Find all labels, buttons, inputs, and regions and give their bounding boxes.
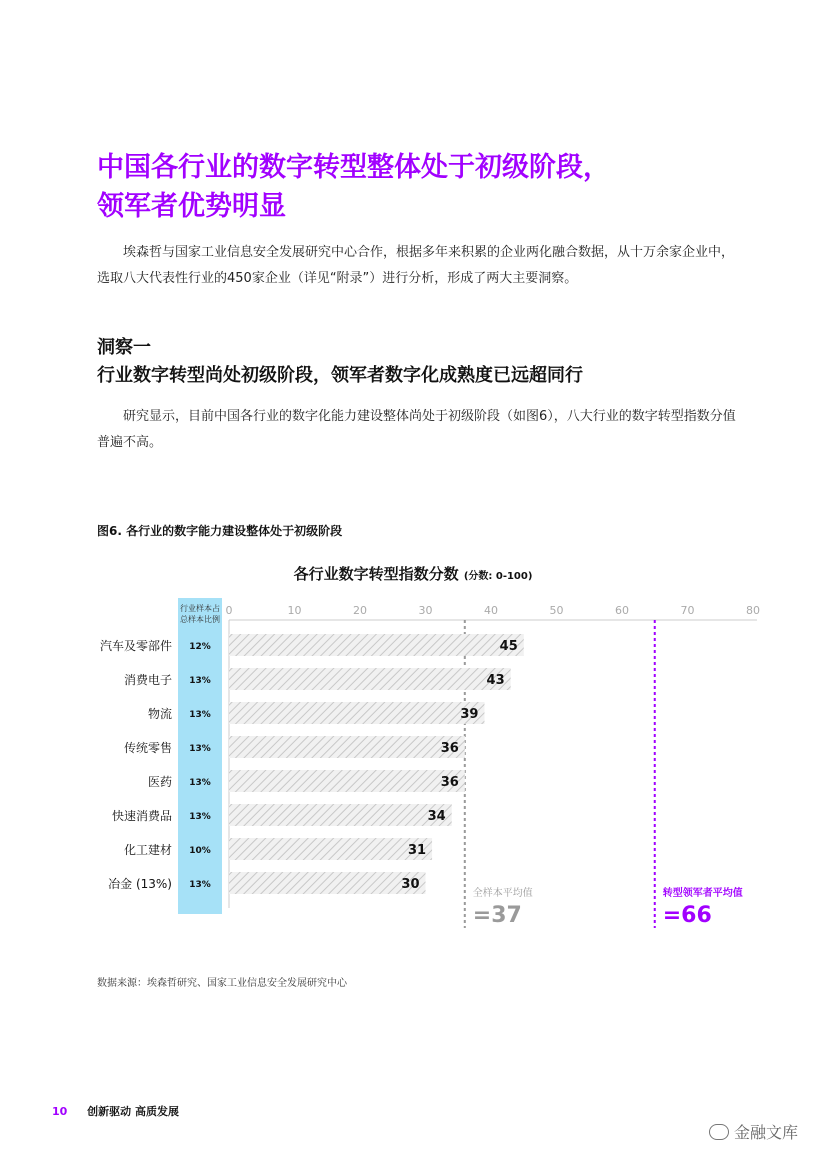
category-label-4: 传统零售 [123,741,172,755]
figure-title: 图6. 各行业的数字能力建设整体处于初级阶段 [97,524,343,538]
tick-label-40: 40 [484,604,498,617]
bar-value-5: 36 [440,775,459,790]
insight-title: 行业数字转型尚处初级阶段，领军者数字化成熟度已远超同行 [97,365,583,386]
sample-share-3: 13% [189,710,211,720]
bar-value-7: 31 [407,843,427,858]
category-label-7: 化工建材 [123,843,172,857]
bar-value-3: 39 [460,707,479,722]
sample-share-2: 13% [189,676,211,686]
page-number: 10 [52,1105,68,1118]
bar-value-4: 36 [440,741,459,756]
heading-line-2: 领军者优势明显 [97,191,286,222]
reference-label-2: 转型领军者平均值 [662,888,743,899]
bar-7 [229,838,432,860]
sample-share-8: 13% [189,880,211,890]
watermark-text: 金融文库 [733,1123,798,1142]
tick-label-20: 20 [353,604,367,617]
bar-value-2: 43 [486,673,505,688]
category-label-1: 汽车及零部件 [99,639,172,653]
bar-6 [229,804,452,826]
sample-share-6: 13% [189,812,211,822]
insight-label: 洞察一 [97,337,151,358]
reference-label-1: 全样本平均值 [472,888,533,899]
chart-title-unit: (分数: 0-100) [463,571,533,582]
category-label-8: 冶金 (13%) [108,877,172,891]
sample-share-header-1: 行业样本占 [180,604,220,613]
sample-share-header-2: 总样本比例 [180,615,220,624]
bar-value-8: 30 [401,877,420,892]
category-label-6: 快速消费品 [111,809,172,823]
sample-share-5: 13% [189,778,211,788]
reference-value-1: =37 [472,903,522,928]
bar-value-6: 34 [427,809,446,824]
tick-label-70: 70 [680,604,695,617]
watermark [709,1120,798,1143]
sample-share-4: 13% [189,744,211,754]
chart-title-text: 各行业数字转型指数分数 [293,565,459,583]
page-footer [52,1103,179,1119]
insight-paragraph: 研究显示，目前中国各行业的数字化能力建设整体尚处于初级阶段（如图6），八大行业的数字转型指数分值普遍不高。 [97,409,736,450]
tick-label-0: 0 [225,604,233,617]
category-label-3: 物流 [147,707,172,721]
intro-paragraph: 埃森哲与国家工业信息安全发展研究中心合作，根据多年来积累的企业两化融合数据，从十万余家企业中，选取八大代表性行业的450家企业（详见“附录”）进行分析，形成了两大主要洞察。 [97,245,735,286]
bar-5 [229,770,465,792]
category-label-5: 医药 [147,775,172,789]
sample-share-1: 12% [189,642,211,652]
bar-4 [229,736,465,758]
data-source: 数据来源：埃森哲研究、国家工业信息安全发展研究中心 [97,978,347,989]
tick-label-60: 60 [615,604,629,617]
tick-label-80: 80 [746,604,760,617]
tick-label-30: 30 [418,604,433,617]
tick-label-50: 50 [549,604,564,617]
wechat-icon [709,1124,729,1140]
sample-share-7: 10% [189,846,211,856]
reference-value-2: =66 [662,903,712,928]
bar-8 [229,872,426,894]
bar-3 [229,702,484,724]
bar-1 [229,634,524,656]
category-label-2: 消费电子 [123,673,172,687]
heading-line-1: 中国各行业的数字转型整体处于初级阶段， [97,152,610,183]
bar-2 [229,668,511,690]
tick-label-10: 10 [287,604,302,617]
bar-value-1: 45 [499,639,518,654]
footer-text: 创新驱动 高质发展 [87,1105,179,1118]
